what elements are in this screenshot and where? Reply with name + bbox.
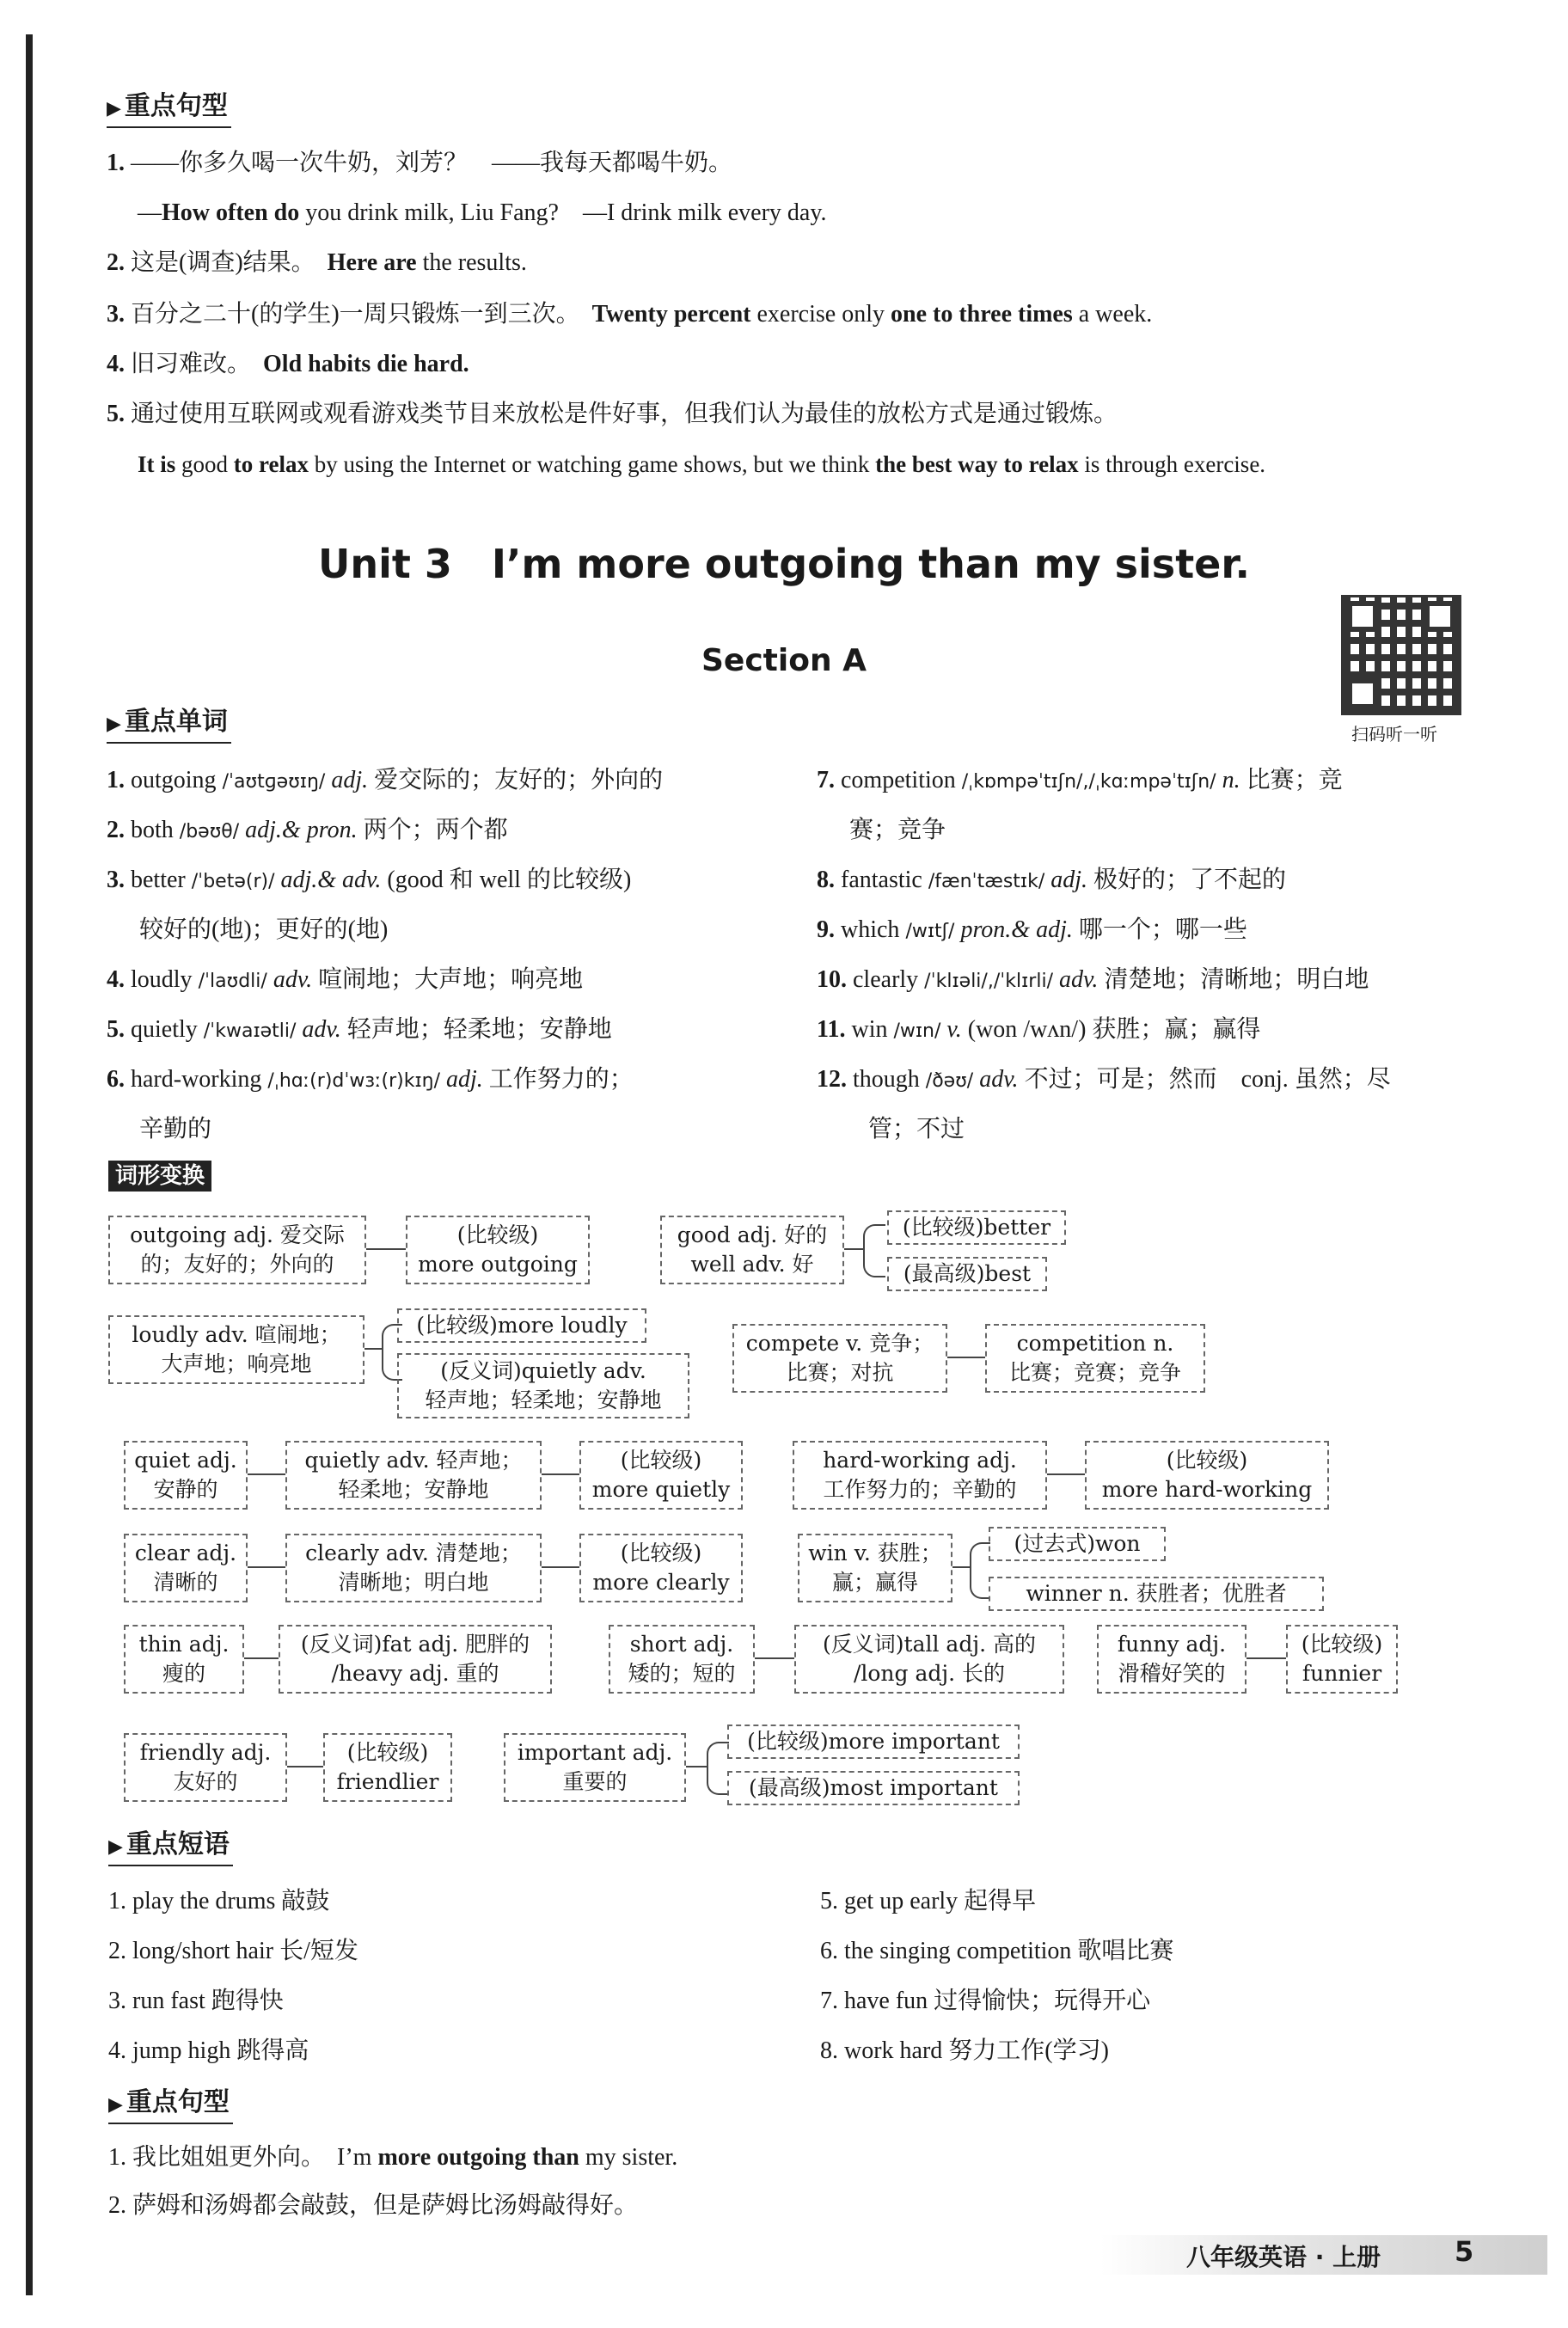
box-line: funny adj. (1117, 1632, 1227, 1657)
box-line: more hard-working (1101, 1477, 1313, 1502)
connector-line (248, 1473, 285, 1475)
word: which (841, 916, 900, 943)
part-of-speech: adv. (302, 1016, 341, 1043)
bottom-sentence-1 (108, 2141, 677, 2175)
meaning: 工作努力的； (488, 1066, 634, 1093)
bold-part: more outgoing than (377, 2144, 579, 2171)
heading-text: 重点句型 (126, 2087, 230, 2117)
phrase-item: 1. play the drums 敲鼓 (108, 1888, 330, 1914)
part-of-speech: adv. (979, 1066, 1019, 1093)
phrase-item: 4. jump high 跳得高 (108, 2037, 309, 2064)
form-box-funnier (1286, 1625, 1398, 1694)
word-item (817, 1063, 1487, 1162)
meaning-cont: 管；不过 (868, 1116, 965, 1143)
bracket (707, 1742, 729, 1795)
connector-line (287, 1766, 323, 1767)
phrase-item: 8. work hard 努力工作(学习) (820, 2037, 1109, 2064)
item-number: 11. (817, 1016, 846, 1043)
word-item (107, 1063, 786, 1162)
sentence-2 (107, 246, 527, 280)
sentence-5-zh (107, 397, 1118, 432)
box-line: funnier (1302, 1661, 1382, 1686)
connector-line (542, 1473, 579, 1475)
meaning: 不过；可是；然而 conj. 虽然；尽 (1024, 1066, 1391, 1093)
words-left-column (107, 763, 786, 1162)
box-line: 比赛；竞赛；竞争 (1008, 1360, 1181, 1385)
pronunciation: /ðəʊ/ (925, 1070, 974, 1092)
part-of-speech: adv. (273, 966, 313, 993)
form-box-competition (985, 1324, 1205, 1393)
box-line: 大声地；响亮地 (161, 1351, 312, 1376)
box-line: loudly adv. 喧闹地； (132, 1322, 341, 1347)
page-number: 5 (1455, 2235, 1474, 2268)
word: hard-working (131, 1066, 262, 1093)
box-line: (比较级) (456, 1222, 539, 1247)
meaning: 两个；两个都 (363, 817, 508, 843)
phrase-item: 2. long/short hair 长/短发 (108, 1938, 358, 1964)
sentence-zh: 百分之二十(的学生)一周只锻炼一到三次。 (131, 301, 568, 328)
item-number: 3. (107, 301, 125, 328)
pronunciation: /wɪn/ (893, 1020, 941, 1042)
heading-text: 重点句型 (124, 91, 228, 121)
box-line: outgoing adj. 爱交际 (130, 1222, 345, 1247)
bold-part: Here are (327, 249, 417, 276)
part-of-speech: adj. (1050, 867, 1088, 893)
item-number: 2. (107, 249, 125, 276)
item-number: 2. (107, 817, 125, 843)
word: quietly (131, 1016, 198, 1043)
word: outgoing (131, 767, 217, 793)
bold-part: Old habits die hard. (263, 351, 469, 377)
part-of-speech: pron.& adj. (960, 916, 1073, 943)
form-box-short (609, 1625, 755, 1694)
form-box-better: (比较级)better (887, 1210, 1066, 1245)
box-line: 重要的 (562, 1769, 628, 1794)
box-line: (比较级) (346, 1740, 429, 1765)
meaning: 哪一个；哪一些 (1078, 916, 1247, 943)
form-box-winner: winner n. 获胜者；优胜者 (989, 1577, 1324, 1611)
word: clearly (853, 966, 919, 993)
box-line: (比较级) (1166, 1448, 1248, 1473)
text-part: you drink milk, Liu Fang? —I drink milk every day. (299, 199, 827, 226)
word: loudly (131, 966, 193, 993)
word-forms-label: 词形变换 (108, 1161, 211, 1192)
box-line: good adj. 好的 (677, 1222, 828, 1247)
left-margin-bar (26, 34, 33, 2295)
box-line: (比较级) (620, 1448, 702, 1473)
text-part: good (175, 451, 234, 477)
sentence-1-zh (107, 146, 732, 181)
item-number: 6. (107, 1066, 125, 1093)
box-line: friendlier (336, 1769, 439, 1794)
triangle-icon: ▶ (108, 2094, 123, 2116)
word-item (107, 963, 786, 1013)
words-right-column (817, 763, 1487, 1162)
meaning: 喧闹地；大声地；响亮地 (318, 966, 584, 993)
meaning-cont: 赛；竞争 (849, 817, 946, 843)
word-item (817, 763, 1487, 863)
item-number: 7. (817, 767, 835, 793)
item-number: 1. (107, 150, 125, 176)
text-part: exercise only (750, 301, 891, 328)
box-line: 瘦的 (162, 1661, 205, 1686)
pronunciation: /ˈlaʊdli/ (198, 971, 267, 992)
triangle-icon: ▶ (107, 98, 121, 119)
form-box-quietly (285, 1441, 542, 1510)
item-number: 9. (817, 916, 835, 943)
qr-corner (1347, 678, 1378, 709)
part-of-speech: adj. (446, 1066, 483, 1093)
pronunciation: /ˈbetə(r)/ (191, 871, 275, 892)
box-line: 赢；赢得 (831, 1570, 918, 1595)
form-box-win (798, 1534, 952, 1602)
unit-title: Unit 3 I’m more outgoing than my sister. (318, 541, 1250, 587)
box-line: clearly adv. 清楚地； (305, 1541, 522, 1565)
heading-key-phrases (108, 1829, 233, 1866)
connector-line (542, 1566, 579, 1568)
form-box-friendlier (323, 1733, 452, 1802)
bracket (863, 1224, 885, 1277)
word: both (131, 817, 174, 843)
part-of-speech: n. (1222, 767, 1240, 793)
form-box-more-hard-working (1085, 1441, 1329, 1510)
item-number: 3. (107, 867, 125, 893)
meaning: 比赛；竞 (1246, 767, 1343, 793)
box-line: competition n. (1016, 1331, 1174, 1356)
form-box-fat-heavy (279, 1625, 552, 1694)
meaning: 轻声地；轻柔地；安静地 (346, 1016, 612, 1043)
form-box-tall-long (794, 1625, 1064, 1694)
part-of-speech: adv. (1059, 966, 1099, 993)
word-item (107, 1013, 786, 1063)
pronunciation: /ˈklɪəli/,/ˈklɪrli/ (924, 971, 1053, 992)
connector-line (366, 1248, 406, 1250)
sentence-4 (107, 347, 469, 382)
triangle-icon: ▶ (108, 1836, 123, 1858)
box-line: well adv. 好 (690, 1252, 814, 1277)
connector-line (947, 1357, 985, 1358)
bold-part: to relax (233, 451, 309, 477)
box-line: (比较级) (620, 1541, 702, 1565)
meaning: 爱交际的；友好的；外向的 (374, 767, 664, 793)
connector-line (844, 1248, 863, 1250)
connector-line (244, 1657, 279, 1659)
connector-line (1047, 1473, 1085, 1475)
sentence-5-en (138, 447, 1265, 481)
form-box-more-clearly (579, 1534, 743, 1602)
pronunciation: /bəʊθ/ (179, 821, 240, 842)
word-item (107, 863, 786, 963)
box-line: friendly adj. (139, 1740, 272, 1765)
box-line: (反义词)quietly adv. (440, 1358, 646, 1383)
box-line: 滑稽好笑的 (1118, 1661, 1226, 1686)
heading-key-sentences-bottom (108, 2087, 233, 2124)
form-box-more-loudly: (比较级)more loudly (397, 1308, 646, 1343)
form-box-hard-working (793, 1441, 1047, 1510)
word-item (107, 813, 786, 863)
footer-book-title: 八年级英语 · 上册 (1186, 2243, 1381, 2271)
sentence-text: ——你多久喝一次牛奶，刘芳？ ——我每天都喝牛奶。 (131, 150, 733, 176)
form-box-clear (124, 1534, 248, 1602)
part-of-speech: adj. (331, 767, 369, 793)
text-part: is through exercise. (1078, 451, 1266, 477)
item-number: 10. (817, 966, 847, 993)
box-line: quietly adv. 轻声地； (304, 1448, 523, 1473)
box-line: 清晰地；明白地 (338, 1570, 489, 1595)
bottom-sentence-2: 2. 萨姆和汤姆都会敲鼓，但是萨姆比汤姆敲得好。 (108, 2192, 639, 2219)
pronunciation: /fænˈtæstɪk/ (928, 871, 1045, 892)
sentence-1-en (138, 196, 827, 230)
word: better (131, 867, 186, 893)
box-line: /long adj. 长的 (853, 1661, 1006, 1686)
bold-part: It is (138, 451, 176, 477)
text-part: a week. (1072, 301, 1153, 328)
box-line: (比较级) (1301, 1632, 1383, 1657)
pronunciation: /ˈkwaɪətli/ (203, 1020, 297, 1042)
form-box-won: (过去式)won (989, 1527, 1166, 1561)
form-box-funny (1097, 1625, 1246, 1694)
meaning: (won /wʌn/) 获胜；赢；赢得 (967, 1016, 1261, 1043)
box-line: more quietly (591, 1477, 731, 1502)
item-number: 5. (107, 1016, 125, 1043)
word: competition (841, 767, 956, 793)
form-box-friendly (124, 1733, 287, 1802)
word-item (817, 963, 1487, 1013)
qr-corner (1424, 601, 1455, 632)
connector-line (686, 1766, 707, 1767)
pronunciation: /ˌkɒmpəˈtɪʃn/,/ˌkɑːmpəˈtɪʃn/ (961, 771, 1216, 793)
bracket (970, 1542, 990, 1599)
box-line: (反义词)tall adj. 高的 (823, 1632, 1036, 1657)
box-line: more clearly (592, 1570, 730, 1595)
sentence-3 (107, 297, 1152, 332)
meaning: (good 和 well 的比较级) (387, 867, 632, 893)
pronunciation: /wɪtʃ/ (905, 921, 955, 942)
word-item (817, 1013, 1487, 1063)
pronunciation: /ˌhɑː(r)dˈwɜː(r)kɪŋ/ (267, 1070, 440, 1092)
heading-key-words (107, 707, 231, 744)
phrase-item: 7. have fun 过得愉快；玩得开心 (820, 1988, 1151, 2014)
text-part: — (138, 199, 162, 226)
phrase-item: 5. get up early 起得早 (820, 1888, 1037, 1914)
phrase-item: 6. the singing competition 歌唱比赛 (820, 1938, 1174, 1964)
box-line: 轻柔地；安静地 (338, 1477, 489, 1502)
item-number: 12. (817, 1066, 847, 1093)
sentence-zh: 旧习难改。 (131, 351, 240, 377)
sentence-zh: 这是(调查)结果。 (131, 249, 303, 276)
form-box-important (504, 1733, 686, 1802)
connector-line (755, 1657, 794, 1659)
heading-key-sentences-top (107, 91, 231, 128)
form-box-more-quietly (579, 1441, 743, 1510)
qr-caption: 扫码听一听 (1351, 724, 1437, 744)
bold-part: How often do (162, 199, 300, 226)
heading-text: 重点短语 (126, 1829, 230, 1859)
pronunciation: /ˈaʊtɡəʊɪŋ/ (222, 771, 326, 793)
connector-line (248, 1566, 285, 1568)
sentence-text: 通过使用互联网或观看游戏类节目来放松是件好事，但我们认为最佳的放松方式是通过锻炼。 (131, 401, 1118, 427)
box-line: 安静的 (153, 1477, 218, 1502)
form-box-best: (最高级)best (887, 1257, 1047, 1291)
item-number: 1. (107, 767, 125, 793)
box-line: quiet adj. (134, 1448, 237, 1473)
item-number: 4. (107, 351, 125, 377)
bold-part: one to three times (891, 301, 1073, 328)
sentence-zh: 1. 我比姐姐更外向。 (108, 2144, 314, 2171)
box-line: clear adj. (134, 1541, 237, 1565)
phrase-item: 3. run fast 跑得快 (108, 1988, 284, 2014)
connector-line (364, 1348, 382, 1350)
meaning-cont: 辛勤的 (139, 1116, 212, 1143)
box-line: compete v. 竞争； (745, 1331, 934, 1356)
form-box-clearly (285, 1534, 542, 1602)
box-line: 工作努力的；辛勤的 (823, 1477, 1017, 1502)
word: though (853, 1066, 920, 1093)
bold-part: the best way to relax (875, 451, 1079, 477)
form-box-quietly-antonym (397, 1353, 689, 1418)
word-item (817, 863, 1487, 913)
form-box-good-well (660, 1216, 844, 1284)
item-number: 8. (817, 867, 835, 893)
word: win (851, 1016, 888, 1043)
meaning-cont: 较好的(地)；更好的(地) (139, 916, 389, 943)
box-line: thin adj. (138, 1632, 230, 1657)
word: fantastic (841, 867, 922, 893)
word-item (107, 763, 786, 813)
section-title: Section A (701, 643, 867, 678)
box-line: 的；友好的；外向的 (140, 1252, 334, 1277)
part-of-speech: adj.& pron. (245, 817, 358, 843)
text-part: my sister. (579, 2144, 678, 2171)
item-number: 4. (107, 966, 125, 993)
box-line: 友好的 (173, 1769, 238, 1794)
heading-text: 重点单词 (124, 707, 228, 737)
text-part: the results. (416, 249, 527, 276)
form-box-thin (124, 1625, 244, 1694)
meaning: 极好的；了不起的 (1093, 867, 1287, 893)
connector-line (1246, 1657, 1286, 1659)
box-line: /heavy adj. 重的 (331, 1661, 499, 1686)
form-box-more-outgoing (406, 1216, 590, 1284)
box-line: 轻声地；轻柔地；安静地 (425, 1388, 662, 1412)
part-of-speech: v. (946, 1016, 962, 1043)
form-box-more-important: (比较级)more important (727, 1725, 1020, 1759)
box-line: short adj. (629, 1632, 734, 1657)
meaning: 清楚地；清晰地；明白地 (1104, 966, 1369, 993)
box-line: 比赛；对抗 (786, 1360, 894, 1385)
box-line: hard-working adj. (823, 1448, 1017, 1473)
form-box-compete (732, 1324, 947, 1393)
connector-line (952, 1566, 970, 1568)
word-item (817, 913, 1487, 963)
box-line: win v. 获胜； (808, 1541, 942, 1565)
form-box-loudly (108, 1315, 364, 1384)
item-number: 5. (107, 401, 125, 427)
box-line: important adj. (517, 1740, 673, 1765)
box-line: 矮的；短的 (628, 1661, 736, 1686)
box-line: more outgoing (418, 1252, 578, 1277)
form-box-most-important: (最高级)most important (727, 1771, 1020, 1805)
text-part: by using the Internet or watching game shows, but we think (309, 451, 876, 477)
qr-corner (1347, 601, 1378, 632)
text-part: I’m (337, 2144, 378, 2171)
form-box-quiet (124, 1441, 248, 1510)
triangle-icon: ▶ (107, 714, 121, 735)
box-line: 清晰的 (153, 1570, 218, 1595)
box-line: (反义词)fat adj. 肥胖的 (300, 1632, 530, 1657)
bold-part: Twenty percent (591, 301, 751, 328)
part-of-speech: adj.& adv. (280, 867, 382, 893)
form-box-outgoing (108, 1216, 366, 1284)
